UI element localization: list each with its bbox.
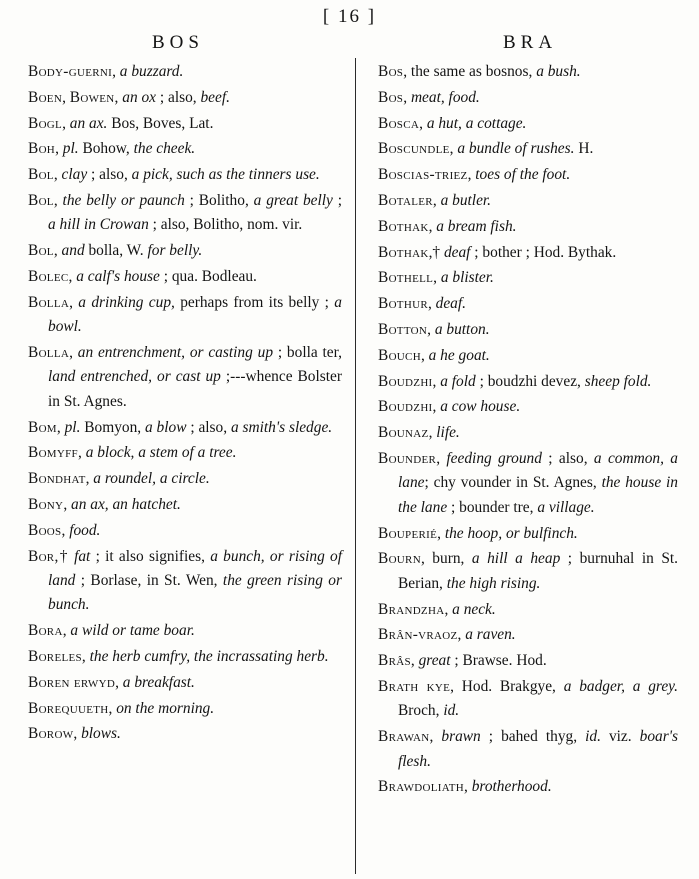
entry-text: ,	[61, 521, 70, 539]
definition-text: a block, a stem of a tree.	[85, 444, 237, 462]
definition-text: pl.	[64, 418, 81, 436]
definition-text: the belly or paunch	[62, 191, 185, 209]
definition-text: the high rising.	[446, 574, 541, 592]
entry-text: ,	[410, 652, 419, 670]
headword: Brawdoliath	[378, 778, 465, 796]
definition-text: a butler.	[440, 191, 492, 209]
headword: Bouperié	[378, 524, 438, 542]
entry-text: ,	[115, 673, 123, 691]
headword: Brath kye	[378, 677, 451, 695]
definition-text: blows.	[81, 725, 121, 743]
definition-text: a he goat.	[428, 346, 490, 364]
headword: Bogl	[28, 114, 63, 132]
definition-text: id.	[443, 702, 460, 720]
definition-text: meat, food.	[410, 88, 480, 106]
entry-text: ,	[56, 418, 65, 436]
entry-text: , Hod. Brakgye,	[450, 677, 564, 695]
definition-text: sheep fold.	[584, 372, 652, 390]
dictionary-entry	[378, 112, 678, 136]
headword: Bourn	[378, 550, 421, 568]
entry-text: Bohow,	[78, 140, 134, 158]
dictionary-entry	[28, 493, 342, 517]
dictionary-entry	[378, 163, 678, 187]
entry-text: ,	[427, 320, 435, 338]
entry-text: ,	[53, 242, 62, 260]
entry-text: ,	[77, 444, 86, 462]
entry-text: ,	[432, 398, 441, 416]
entry-text: ,	[53, 166, 62, 184]
dictionary-entry	[378, 86, 678, 110]
definition-text: beef.	[200, 88, 230, 106]
dictionary-entry	[28, 239, 342, 263]
definition-text: deaf	[443, 243, 471, 261]
entry-text: bolla, W.	[84, 242, 148, 260]
headword: Brawan	[378, 728, 430, 746]
headword: Bos	[378, 63, 404, 80]
dictionary-entry	[378, 189, 678, 213]
entry-text: ,	[433, 269, 441, 287]
definition-text: a calf's house	[76, 267, 160, 285]
dictionary-entry	[28, 467, 342, 491]
entry-text: ,	[53, 191, 63, 209]
definition-text: id.	[585, 728, 601, 746]
entry-text: ,	[62, 114, 70, 132]
definition-text: a bream fish.	[436, 217, 517, 235]
entry-text: ,	[403, 88, 411, 106]
entry-text: ,	[114, 88, 123, 106]
dictionary-entry	[378, 725, 678, 774]
entry-text: ,	[428, 424, 437, 442]
dictionary-entry	[378, 775, 678, 799]
headword: Bounaz	[378, 424, 429, 442]
entry-text: ,†	[54, 547, 75, 565]
dictionary-entry	[378, 370, 678, 394]
headword: Bowen	[69, 88, 115, 106]
entry-text: ,	[62, 622, 71, 640]
headword: Boen	[28, 88, 63, 106]
dictionary-entry	[378, 675, 678, 724]
dictionary-entry	[378, 266, 678, 290]
headword: Brandzha	[378, 600, 445, 618]
entry-text: ; Borlase, in St. Wen,	[75, 571, 223, 589]
headword: Botton	[378, 320, 428, 338]
entry-text: ; bolla ter,	[273, 343, 342, 361]
definition-text: and	[61, 242, 85, 260]
definition-text: an entrenchment, or casting up	[77, 343, 274, 361]
definition-text: toes of the foot.	[475, 166, 571, 184]
headword: Borow	[28, 725, 74, 743]
dictionary-entry	[378, 598, 678, 622]
column-divider	[355, 58, 356, 874]
entry-text: ;	[332, 191, 342, 209]
definition-text: for belly.	[147, 242, 203, 260]
definition-text: a breakfast.	[122, 673, 195, 691]
page-number: [ 16 ]	[322, 6, 377, 27]
entry-text: ; bounder tre,	[447, 498, 538, 516]
entry-text: ; also,	[186, 418, 231, 436]
entry-text: ; also,	[156, 88, 201, 106]
dictionary-entry	[28, 60, 342, 84]
headword: Bothak	[378, 217, 429, 235]
definition-text: a village.	[537, 498, 595, 516]
headword: Bol	[28, 191, 54, 209]
definition-text: a neck.	[452, 600, 496, 618]
dictionary-entry	[378, 318, 678, 342]
dictionary-entry	[378, 344, 678, 368]
definition-text: an ax, an hatchet.	[71, 495, 181, 513]
entry-text: ,	[464, 778, 472, 796]
definition-text: on the morning.	[116, 699, 215, 717]
definition-text: a hill in Crowan	[48, 216, 149, 234]
dictionary-entry	[378, 292, 678, 316]
entry-text: ; it also signifies,	[90, 547, 211, 565]
definition-text: a cow house.	[440, 398, 521, 416]
left-column	[28, 60, 342, 748]
dictionary-entry	[378, 137, 678, 161]
headword: Borequueth	[28, 699, 109, 717]
definition-text: deaf.	[435, 295, 467, 313]
entry-text: ;---whence Bolster in St. Agnes.	[48, 368, 342, 410]
entry-text: ,	[419, 114, 427, 132]
definition-text: a raven.	[465, 626, 516, 644]
definition-text: the cheek.	[133, 140, 196, 158]
headword: Boscias-triez	[378, 166, 468, 184]
definition-text: the house in the lane	[398, 474, 678, 516]
entry-text: ; bahed thyg,	[480, 728, 586, 746]
definition-text: a badger, a grey.	[563, 677, 679, 695]
definition-text: an ax.	[69, 114, 108, 132]
entry-text: , burn,	[420, 550, 472, 568]
definition-text: a hut, a cottage.	[426, 114, 527, 132]
headword: Boudzhi	[378, 372, 433, 390]
headword: Bounder	[378, 449, 437, 467]
dictionary-entry	[28, 441, 342, 465]
entry-text: ,	[427, 295, 436, 313]
headword: Boudzhi	[378, 398, 433, 416]
dictionary-entry	[28, 519, 342, 543]
entry-text: ,	[420, 346, 429, 364]
headword: Bolec	[28, 267, 69, 285]
entry-text: H.	[574, 140, 594, 158]
headword: Bolla	[28, 293, 70, 311]
entry-text: ; burnuhal in St. Berian,	[398, 550, 678, 592]
headword: Bony	[28, 495, 64, 513]
headword: Bouch	[378, 346, 421, 364]
entry-text: ; also,	[87, 166, 132, 184]
entry-text: ,	[81, 647, 90, 665]
dictionary-entry	[378, 215, 678, 239]
entry-text: ,	[62, 88, 70, 106]
headword: Boren erwyd	[28, 673, 116, 691]
dictionary-entry	[378, 241, 678, 265]
definition-text: a smith's sledge.	[230, 418, 333, 436]
entry-text: ; chy vounder in St. Agnes,	[424, 474, 602, 492]
definition-text: a great belly	[253, 191, 333, 209]
headword: Bom	[28, 418, 57, 436]
definition-text: great	[418, 652, 451, 670]
definition-text: a bush.	[536, 63, 581, 80]
headword: Bora	[28, 622, 63, 640]
definition-text: the hoop, or bulfinch.	[444, 524, 578, 542]
definition-text: the green rising or bunch.	[48, 571, 342, 614]
headword: Boreles	[28, 647, 82, 665]
headword: Bosca	[378, 114, 420, 132]
entry-text: ,	[449, 140, 458, 158]
entry-text: Broch,	[398, 702, 444, 720]
entry-text: ,	[69, 343, 78, 361]
dictionary-entry	[378, 623, 678, 647]
entry-text: ,	[112, 63, 120, 80]
definition-text: feeding ground	[446, 449, 542, 467]
dictionary-entry	[28, 189, 342, 238]
entry-text: ,	[436, 449, 447, 467]
entry-text: ; qua. Bodleau.	[159, 267, 257, 285]
definition-text: an ox	[122, 88, 157, 106]
headword: Bolla	[28, 343, 70, 361]
headword: Bor	[28, 547, 55, 565]
right-column	[378, 60, 678, 801]
definition-text: a pick, such as the tinners use.	[131, 166, 320, 184]
headword: Bos	[378, 88, 404, 106]
definition-text: a bundle of rushes.	[457, 140, 575, 158]
headword: Bondhat	[28, 470, 86, 488]
definition-text: a bunch, or rising of land	[48, 547, 342, 589]
entry-text: ; also, Bolitho, nom. vir.	[148, 216, 303, 234]
definition-text: a common, a lane	[398, 449, 678, 492]
entry-text: , the same as bosnos,	[403, 63, 537, 80]
entry-text: ,	[429, 728, 442, 746]
headword: Boh	[28, 140, 56, 158]
headword: Boscundle	[378, 140, 450, 158]
dictionary-entry	[28, 163, 342, 187]
headword: Boos	[28, 521, 62, 539]
entry-text: ,	[63, 495, 72, 513]
definition-text: a drinking cup,	[78, 293, 175, 311]
dictionary-entry	[378, 447, 678, 520]
definition-text: a fold	[440, 372, 476, 390]
entry-text: Bos, Boves, Lat.	[107, 114, 214, 132]
entry-text: ,	[428, 217, 437, 235]
entry-text: ,	[68, 267, 77, 285]
definition-text: a wild or tame boar.	[70, 622, 195, 640]
definition-text: a bowl.	[48, 293, 342, 336]
dictionary-entry	[28, 619, 342, 643]
definition-text: a roundel, a circle.	[93, 470, 210, 488]
dictionary-entry	[28, 341, 342, 414]
dictionary-entry	[378, 421, 678, 445]
entry-text: viz.	[600, 728, 640, 746]
entry-text: ; Bolitho,	[184, 191, 254, 209]
entry-text: ; also,	[541, 449, 594, 467]
entry-text: ,	[69, 293, 79, 311]
definition-text: a buzzard.	[119, 63, 184, 80]
entry-text: ,	[457, 626, 466, 644]
headword: Brâs	[378, 652, 411, 670]
entry-text: ,	[432, 372, 441, 390]
definition-text: pl.	[62, 140, 79, 158]
definition-text: brotherhood.	[471, 778, 552, 796]
left-column-header: BOS	[152, 32, 204, 53]
definition-text: a blister.	[440, 269, 494, 287]
entry-text: Bomyon,	[80, 418, 145, 436]
definition-text: boar's flesh.	[398, 728, 678, 770]
definition-text: brawn	[441, 728, 481, 746]
definition-text: life.	[436, 424, 460, 442]
entry-text: ,	[467, 166, 476, 184]
headword: Bomyff	[28, 444, 78, 462]
dictionary-entry	[28, 545, 342, 618]
definition-text: clay	[61, 166, 88, 184]
entry-text: ,	[437, 524, 445, 542]
dictionary-entry	[378, 522, 678, 546]
headword: Body-guerni	[28, 63, 113, 80]
headword: Brân-vraoz	[378, 626, 458, 644]
headword: Bol	[28, 166, 54, 184]
dictionary-entry	[28, 137, 342, 161]
dictionary-entry	[28, 112, 342, 136]
headword: Bol	[28, 242, 54, 260]
entry-text: ,	[73, 725, 82, 743]
dictionary-entry	[28, 265, 342, 289]
dictionary-entry	[28, 416, 342, 440]
entry-text: ; bother ; Hod. Bythak.	[470, 243, 617, 261]
dictionary-entry	[378, 395, 678, 419]
definition-text: a button.	[434, 320, 490, 338]
headword: Bothur	[378, 295, 428, 313]
dictionary-entry	[378, 60, 678, 84]
right-column-header: BRA	[503, 32, 558, 53]
headword: Bothell	[378, 269, 434, 287]
entry-text: ,	[108, 699, 117, 717]
dictionary-entry	[28, 671, 342, 695]
headword: Botaler	[378, 191, 433, 209]
dictionary-entry	[28, 722, 342, 746]
dictionary-entry	[378, 649, 678, 673]
definition-text: the herb cumfry, the incrassating herb.	[89, 647, 329, 665]
dictionary-entry	[28, 86, 342, 110]
entry-text: ,	[85, 470, 94, 488]
entry-text: perhaps from its belly ;	[174, 293, 335, 311]
entry-text: ,	[55, 140, 63, 158]
definition-text: food.	[69, 521, 101, 539]
definition-text: land entrenched, or cast up	[48, 368, 221, 386]
dictionary-entry	[28, 291, 342, 340]
dictionary-entry	[28, 697, 342, 721]
entry-text: ; Brawse. Hod.	[450, 652, 547, 670]
dictionary-entry	[378, 547, 678, 596]
entry-text: ,	[444, 600, 453, 618]
headword: Bothak	[378, 243, 429, 261]
entry-text: ; boudzhi devez,	[475, 372, 585, 390]
dictionary-entry	[28, 645, 342, 669]
entry-text: ,†	[428, 243, 444, 261]
definition-text: a blow	[144, 418, 187, 436]
definition-text: fat	[74, 547, 91, 565]
entry-text: ,	[432, 191, 441, 209]
definition-text: a hill a heap	[471, 550, 561, 568]
